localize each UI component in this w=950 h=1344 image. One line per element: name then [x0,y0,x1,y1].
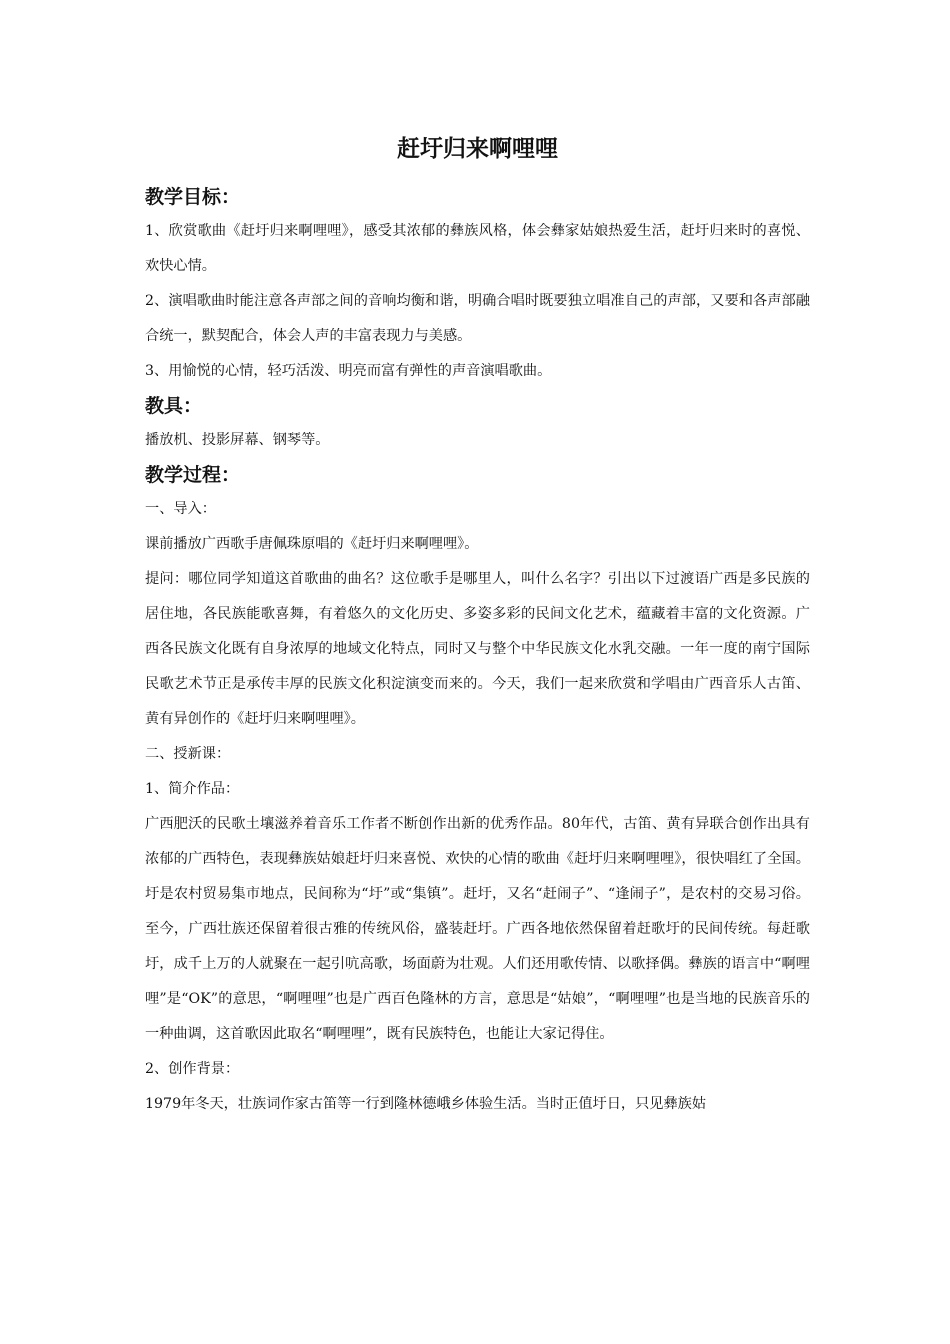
document-title: 赶圩归来啊哩哩 [397,136,558,162]
document-page [145,128,810,1122]
objective-item-3: 3、用愉悦的心情，轻巧活泼、明亮而富有弹性的声音演唱歌曲。 [145,363,552,379]
work-intro-text: 广西肥沃的民歌土壤滋养着音乐工作者不断创作出新的优秀作品。80年代，古笛、黄有异联合创作出具有浓郁的广西特色，表现彝族姑娘赶圩归来喜悦、欢快的心情的歌曲《赶圩归来啊哩哩》，很快唱红了全国。圩是农村贸易集市地点，民间称为“圩”或“集镇”。赶圩，又名“赶闹子”、“逢闹子”，是农村的交易习俗。至今，广西壮族还保留着很古雅的传统风俗，盛装赶圩。广西各地依然保留着赶歌圩的民间传统。每赶歌圩，成千上万的人就聚在一起引吭高歌，场面蔚为壮观。人们还用歌传情、以歌择偶。彝族的语言中“啊哩哩”是“OK”的意思，“啊哩哩”也是广西百色隆林的方言，意思是“姑娘”，“啊哩哩”也是当地的民族音乐的一种曲调，这首歌因此取名“啊哩哩”，既有民族特色，也能让大家记得住。 [145,816,810,1042]
intro-paragraph-2: 提问：哪位同学知道这首歌曲的曲名？这位歌手是哪里人，叫什么名字？引出以下过渡语广西是多民族的居住地，各民族能歌喜舞，有着悠久的文化历史、多姿多彩的民间文化艺术，蕴藏着丰富的文化资源。广西各民族文化既有自身浓厚的地域文化特点，同时又与整个中华民族文化水乳交融。一年一度的南宁国际民歌艺术节正是承传丰厚的民族文化积淀演变而来的。今天，我们一起来欣赏和学唱由广西音乐人古笛、黄有异创作的《赶圩归来啊哩哩》。 [145,571,810,727]
objective-item-2: 2、演唱歌曲时能注意各声部之间的音响均衡和谐，明确合唱时既要独立唱准自己的声部，又要和各声部融合统一，默契配合，体会人声的丰富表现力与美感。 [145,293,810,344]
new-lesson-label: 二、授新课： [145,746,231,762]
background-label: 2、创作背景： [145,1061,240,1077]
objectives-heading: 教学目标： [145,186,241,208]
tools-heading: 教具： [145,395,203,417]
background-text: 1979年冬天，壮族词作家古笛等一行到隆林德峨乡体验生活。当时正值圩日，只见彝族姑 [145,1096,707,1112]
process-heading: 教学过程： [145,464,241,486]
tools-text: 播放机、投影屏幕、钢琴等。 [145,432,330,448]
objective-item-1: 1、欣赏歌曲《赶圩归来啊哩哩》，感受其浓郁的彝族风格，体会彝家姑娘热爱生活，赶圩归来时的喜悦、欢快心情。 [145,223,810,274]
intro-label: 一、导入： [145,501,216,517]
work-intro-label: 1、简介作品： [145,781,240,797]
intro-paragraph-1: 课前播放广西歌手唐佩珠原唱的《赶圩归来啊哩哩》。 [145,536,479,552]
